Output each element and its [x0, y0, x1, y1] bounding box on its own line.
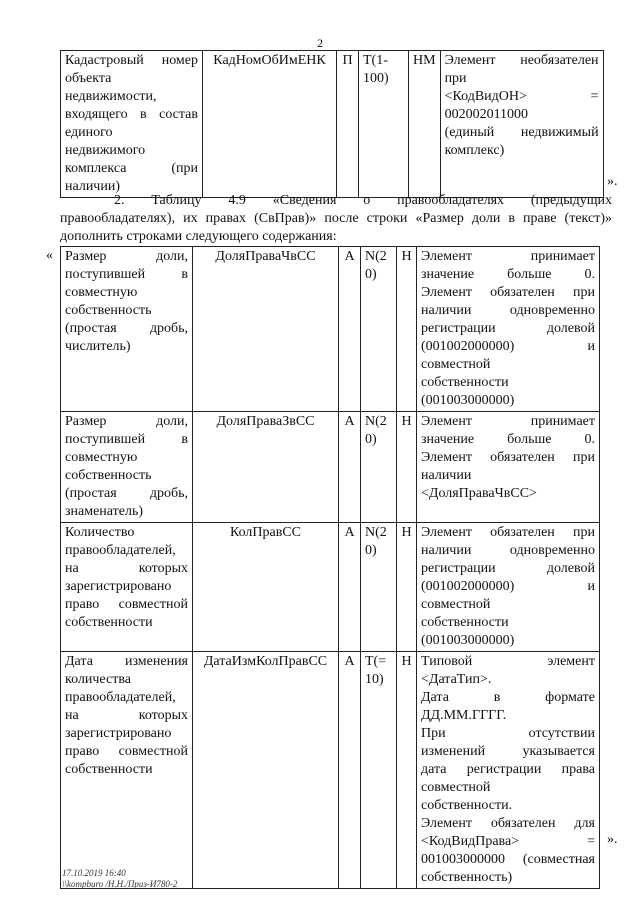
open-quote: « [46, 248, 53, 263]
cell-line: поступившей в [65, 267, 188, 282]
footer [62, 868, 177, 890]
p-cell: А [339, 247, 361, 412]
cell-line: совместную [65, 285, 138, 300]
cell-line: при [444, 71, 467, 86]
cell-line: единого [65, 125, 113, 140]
cell-line: Элемент принимает [421, 249, 595, 264]
name-cell [61, 523, 193, 652]
p-cell: А [339, 523, 361, 652]
note-cell [440, 51, 603, 198]
cell-line: собственность [65, 303, 152, 318]
req-cell: НМ [409, 51, 441, 198]
cell-line: наличии [421, 468, 472, 483]
cell-line: 002002011000 [444, 107, 529, 122]
cell-line: (единый недвижимый [444, 125, 599, 140]
cell-line: (001002000000) и [421, 579, 595, 594]
name-cell [61, 412, 193, 523]
cell-line: собственности [421, 375, 509, 390]
cell-line: (простая дробь, [65, 486, 188, 501]
cell-line: Элемент обязателен при [421, 450, 595, 465]
table-row [61, 412, 600, 523]
cell-line: зарегистрировано [65, 579, 172, 594]
cell-line: объекта [65, 71, 112, 86]
req-cell: Н [397, 652, 417, 889]
page-number: 2 [317, 36, 323, 50]
cell-line: количества [65, 672, 131, 687]
cell-line: <ДатаТип>. [421, 672, 492, 687]
type-cell [361, 247, 397, 412]
p-cell: А [339, 412, 361, 523]
table-row [61, 51, 604, 198]
cell-line: собственности [421, 615, 509, 630]
cell-line: наличии) [65, 179, 120, 194]
table-row [61, 523, 600, 652]
cell-line: совместной [421, 357, 491, 372]
cell-line: собственность) [421, 870, 513, 885]
cell-line: Дата в формате [421, 690, 595, 705]
type-cell [359, 51, 409, 198]
cell-line: дата регистрации права [421, 762, 595, 777]
cell-line: комплекса (при [65, 161, 198, 176]
main-table [60, 246, 600, 889]
cell-line: Элемент обязателен при [421, 525, 595, 540]
cell-line: Количество [65, 525, 135, 540]
instruction-paragraph [60, 192, 612, 246]
paragraph-line: 2. Таблицу 4.9 «Сведения о правообладателях (предыдущих [114, 193, 612, 208]
cell-line: поступившей в [65, 432, 188, 447]
cell-line: Элемент необязателен [444, 53, 599, 68]
cell-line: При отсутствии [421, 726, 595, 741]
cell-line: 0) [365, 543, 377, 558]
cell-line: собственности. [421, 798, 513, 813]
cell-line: N(2 [365, 414, 387, 429]
code-cell: КадНомОбИмЕНК [203, 51, 337, 198]
req-cell: Н [397, 247, 417, 412]
cell-line: Типовой элемент [421, 654, 595, 669]
cell-line: (простая дробь, [65, 321, 188, 336]
footer-timestamp: 17.10.2019 16:40 [62, 868, 126, 878]
note-cell [417, 652, 600, 889]
paragraph-line: правообладателях), их правах (СвПрав)» после строки «Размер доли в праве (текст)» [60, 211, 612, 226]
cell-line: собственность [65, 468, 152, 483]
name-cell [61, 247, 193, 412]
cell-line: недвижимости, [65, 89, 157, 104]
cell-line: совместную [65, 450, 138, 465]
cell-line: значение больше 0. [421, 432, 595, 447]
cell-line: Кадастровый номер [65, 53, 198, 68]
cell-line: Размер доли, [65, 414, 188, 429]
cell-line: Элемент обязателен для [421, 816, 595, 831]
table-row [61, 247, 600, 412]
cell-line: регистрации долевой [421, 321, 595, 336]
cell-line: совместной [421, 780, 491, 795]
cell-line: <КодВидПрава> = [421, 834, 595, 849]
cell-line: на которых [65, 561, 188, 576]
cell-line: 100) [363, 71, 389, 86]
cell-line: правообладателей, [65, 543, 176, 558]
cell-line: 0) [365, 267, 377, 282]
cell-line: <КодВидОН> = [444, 89, 599, 104]
close-quote: ». [607, 174, 618, 189]
cell-line: право совместной [65, 597, 188, 612]
close-quote: ». [607, 832, 618, 847]
p-cell: А [339, 652, 361, 889]
cell-line: входящего в состав [65, 107, 198, 122]
cell-line: знаменатель) [65, 504, 144, 519]
cell-line: комплекс) [444, 143, 505, 158]
cell-line: (001002000000) и [421, 339, 595, 354]
cell-line: <ДоляПраваЧвСС> [421, 486, 537, 501]
cell-line: зарегистрировано [65, 726, 172, 741]
cell-line: изменений указывается [421, 744, 595, 759]
cell-line: Дата изменения [65, 654, 188, 669]
cell-line: числитель) [65, 339, 131, 354]
type-cell [361, 523, 397, 652]
cell-line: N(2 [365, 525, 387, 540]
cell-line: Т(= [365, 654, 387, 669]
cell-line: N(2 [365, 249, 387, 264]
table-row [61, 652, 600, 889]
type-cell [361, 652, 397, 889]
type-cell [361, 412, 397, 523]
note-cell [417, 247, 600, 412]
cell-line: наличии одновременно [421, 543, 595, 558]
cell-line: 001003000000 (совместная [421, 852, 595, 867]
top-table [60, 50, 604, 198]
cell-line: 0) [365, 432, 377, 447]
cell-line: Элемент обязателен при [421, 285, 595, 300]
cell-line: наличии одновременно [421, 303, 595, 318]
cell-line: собственности [65, 762, 153, 777]
cell-line: недвижимого [65, 143, 146, 158]
cell-line: правообладателей, [65, 690, 176, 705]
code-cell: ДатаИзмКолПравСС [193, 652, 339, 889]
req-cell: Н [397, 412, 417, 523]
req-cell: Н [397, 523, 417, 652]
note-cell [417, 523, 600, 652]
name-cell [61, 51, 203, 198]
cell-line: регистрации долевой [421, 561, 595, 576]
footer-path: \\kompburo /Н.Н./Приз-И780-2 [62, 879, 178, 889]
paragraph-line: дополнить строками следующего содержания: [60, 229, 337, 244]
cell-line: 10) [365, 672, 384, 687]
cell-line: (001003000000) [421, 393, 515, 408]
code-cell: КолПравСС [193, 523, 339, 652]
cell-line: (001003000000) [421, 633, 515, 648]
cell-line: Размер доли, [65, 249, 188, 264]
cell-line: право совместной [65, 744, 188, 759]
cell-line: на которых [65, 708, 188, 723]
cell-line: Т(1- [363, 53, 388, 68]
cell-line: ДД.ММ.ГГГГ. [421, 708, 507, 723]
p-cell: П [337, 51, 359, 198]
cell-line: совместной [421, 597, 491, 612]
code-cell: ДоляПраваЗвСС [193, 412, 339, 523]
name-cell [61, 652, 193, 889]
cell-line: значение больше 0. [421, 267, 595, 282]
note-cell [417, 412, 600, 523]
code-cell: ДоляПраваЧвСС [193, 247, 339, 412]
cell-line: собственности [65, 615, 153, 630]
cell-line: Элемент принимает [421, 414, 595, 429]
